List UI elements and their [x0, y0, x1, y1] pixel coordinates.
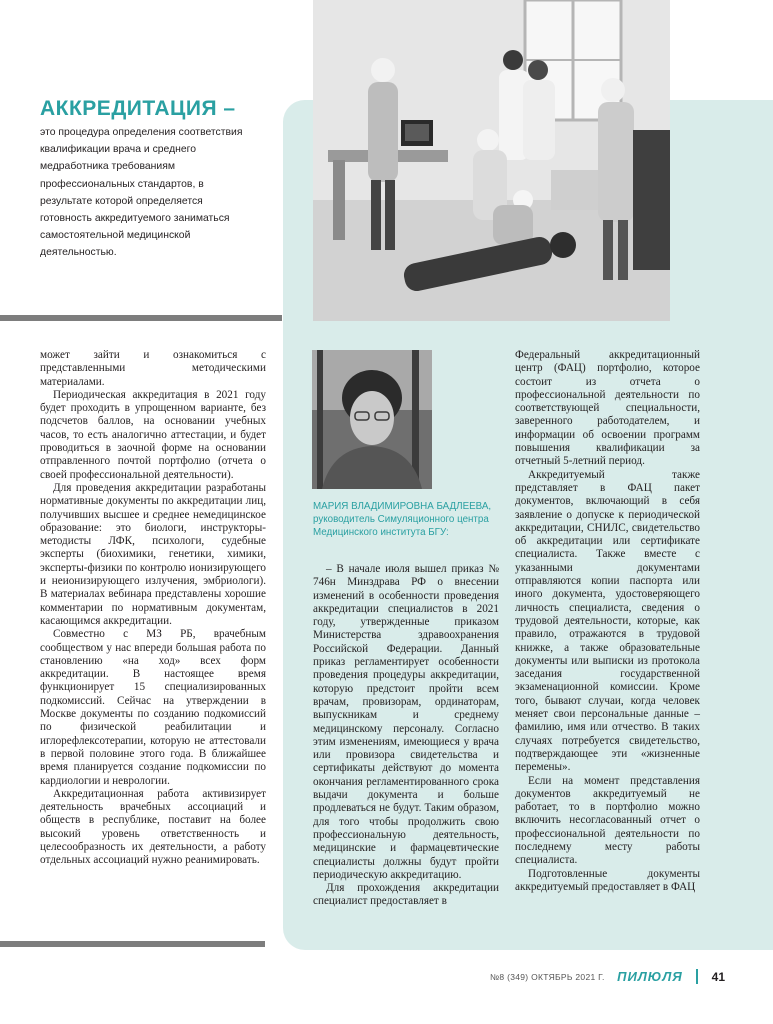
- speaker-portrait-photo: [312, 350, 432, 489]
- magazine-name: ПИЛЮЛЯ: [617, 969, 683, 985]
- article-column-2: [313, 563, 499, 909]
- paragraph: Для проведения аккредитации разработаны нормативные документы по аккредитации лиц, получивших высшее и среднее немедицинское образование: это биологи, инструкторы-методисты ЛФК, психологи, судебные эксперты (биохимики, генетики, химики, эксперты-физики по контролю ионизирующего и неионизирующего излучения, эмбриологи). В материалах вебинара представлены хорошие комментарии по нормативным документам, касающимся аккредитации.: [40, 481, 266, 627]
- paragraph: Федеральный аккредитационный центр (ФАЦ) портфолио, которое состоит из отчета о профессиональной деятельности по соответствующей специальности, заверенного работодателем, и информации об освоении программ повышения квалификации за отчетный 5-летний период.: [515, 349, 700, 468]
- speaker-caption: [313, 500, 503, 539]
- paragraph: – В начале июля вышел приказ № 746н Минздрава РФ о внесении изменений в особенности проведения аккредитации специалистов в 2021 году, утвержденные приказом Министерства здравоохранения Российской Федерации. Данный приказ регламентирует особенности проведения процедуры аккредитации, которую предстоит пройти всем врачам, провизорам, ординаторам, выпускникам и среднему медицинскому персоналу. Согласно этим изменениям, имеющиеся у врача или провизора свидетельства и сертификаты действуют до момента окончания регламентированного срока выдачи документа и больше продлеваться не будут. Таким образом, для того чтобы продолжить свою профессиональную деятельность, медицинские и фармацевтические специалисты должны будут пройти периодическую аккредитацию.: [313, 563, 499, 881]
- footer-separator: [696, 969, 698, 984]
- definition-text: это процедура определения соответствия квалификации врача и среднего медработника требованиям профессиональных стандартов, в результате которой определяется готовность аккредитуемого заниматься самостоятельной медицинской деятельностью.: [40, 127, 243, 259]
- page-number: 41: [711, 969, 725, 984]
- paragraph: Аккредитационная работа активизирует деятельность врачебных ассоциаций и обществ в республике, поставит на более высокий уровень ответственность и целесообразность их деятельности, а работу отдельных ассоциаций нужно реанимировать.: [40, 787, 266, 867]
- article-column-1: [40, 349, 266, 868]
- paragraph: Аккредитуемый также представляет в ФАЦ пакет документов, включающий в себя заявление о допуске к периодической аккредитации, СНИЛС, свидетельство об аккредитации или сертификате специалиста. Также вместе с указанными документами отправляются копии паспорта или иного документа, удостоверяющего личность специалиста, сведения о трудовой деятельности, которые, как правило, отражаются в трудовой книжке, а также образовательные документы или выписки из протокола заседания государственной экзаменационной комиссии. Кроме того, бывают случаи, когда человек меняет свои персональные данные – фамилию, имя или отчество. В таких случаях потребуется свидетельство, подтверждающее эти «жизненные перемены».: [515, 468, 700, 774]
- speaker-name: МАРИЯ ВЛАДИМИРОВНА БАДЛЕЕВА,: [313, 501, 492, 512]
- paragraph: Для прохождения аккредитации специалист предоставляет в: [313, 882, 499, 908]
- definition-title: АККРЕДИТАЦИЯ –: [40, 97, 236, 120]
- paragraph: Совместно с МЗ РБ, врачебным сообществом у нас впереди большая работа по становлению «на ход» всех форм аккредитации. В настоящее время функционирует 15 специализированных подкомиссий. Сейчас на утверждении в Москве документы по созданию подкомиссий по физической реабилитации и иглорефлексотерапии, которую не аттестовали в первой половине этого года. В ближайшее время планируется создание подкомиссии по кардиологии и неврологии.: [40, 628, 266, 787]
- speaker-role: руководитель Симуляционного центра Медицинского института БГУ:: [313, 514, 489, 538]
- article-column-3: [515, 349, 700, 894]
- paragraph: Если на момент представления документов аккредитуемый не работает, то в портфолио можно включить несогласованный отчет о профессиональной деятельности по последнему месту работы специалиста.: [515, 774, 700, 867]
- divider-rule: [0, 315, 282, 321]
- paragraph: может зайти и ознакомиться с представленными методическими материалами.: [40, 349, 266, 388]
- paragraph: Подготовленные документы аккредитуемый предоставляет в ФАЦ: [515, 867, 700, 893]
- issue-info: №8 (349) ОКТЯБРЬ 2021 Г.: [489, 971, 605, 982]
- bottom-divider-rule: [0, 941, 265, 947]
- paragraph: Периодическая аккредитация в 2021 году будет проходить в упрощенном варианте, без подсчетов баллов, на основании учебных часов, то есть аналогично аттестации, и будет проводиться в заочной форме на основании отправленного почтой портфолио (отчета о своей профессиональной деятельности).: [40, 388, 266, 481]
- simulation-training-photo: [313, 0, 670, 321]
- page-footer: [490, 968, 725, 986]
